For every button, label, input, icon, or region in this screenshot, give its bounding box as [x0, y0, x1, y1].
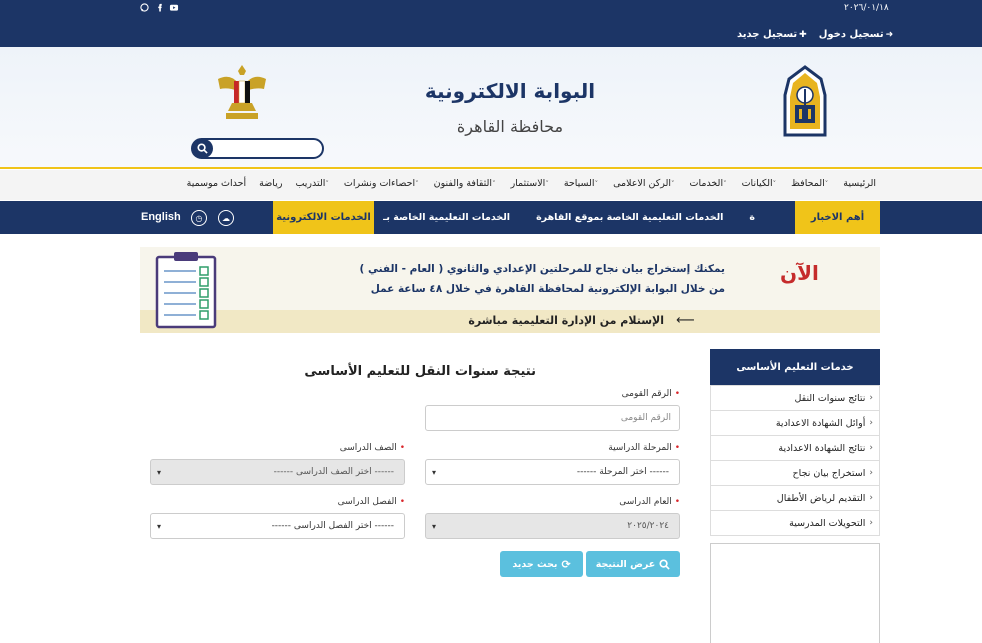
sidebar-item-label: نتائج سنوات النقل: [794, 392, 866, 404]
nav-item[interactable]: [613, 178, 676, 189]
facebook-icon[interactable]: [154, 3, 164, 15]
grade-select[interactable]: ------ اختر الصف الدراسى ------ ▾: [150, 459, 405, 485]
register-link[interactable]: [737, 29, 807, 40]
promo-banner[interactable]: [140, 247, 880, 333]
nav-item-label: المحافظ: [791, 178, 825, 189]
sidebar-item-label: التحويلات المدرسية: [789, 517, 866, 529]
chevron-down-icon: ˅: [492, 180, 496, 188]
ticker-item[interactable]: ة: [749, 212, 755, 223]
main-nav-list: [187, 178, 876, 189]
chevron-down-icon: ˅: [325, 180, 329, 188]
main-navigation: [0, 170, 982, 200]
sidebar-item-label: التقديم لرياض الأطفال: [776, 492, 866, 504]
nav-item-label: الكيانات: [741, 178, 773, 189]
year-label: • العام الدراسى: [619, 497, 680, 507]
new-search-button[interactable]: [500, 551, 583, 577]
search-icon: [197, 143, 208, 154]
egypt-emblem-logo: [216, 63, 268, 123]
chevron-down-icon: ▾: [157, 522, 162, 531]
search-button[interactable]: [192, 139, 213, 158]
nav-item-label: الرئيسية: [843, 178, 876, 189]
sidebar-item[interactable]: [711, 435, 879, 460]
sidebar-title: خدمات التعليم الأساسى: [710, 349, 880, 385]
english-link[interactable]: English: [141, 211, 181, 223]
refresh-icon: ⟳: [561, 557, 571, 571]
chevron-left-icon: ‹: [869, 418, 873, 428]
top-news-label: أهم الاخبار: [795, 201, 880, 234]
chevron-left-icon: ‹: [869, 393, 873, 403]
chevron-down-icon: ˅: [545, 180, 549, 188]
search-icon: [659, 559, 670, 570]
term-select[interactable]: ------ اختر الفصل الدراسى ------ ▾: [150, 513, 405, 539]
social-links: [139, 3, 179, 15]
whatsapp-icon[interactable]: [139, 3, 149, 15]
nav-item[interactable]: [187, 178, 247, 189]
nav-item-label: السياحة: [563, 178, 595, 189]
site-title: البوابة الالكترونية: [424, 79, 596, 103]
eservices-button[interactable]: الخدمات الالكترونية: [273, 201, 374, 234]
ticker-item[interactable]: الخدمات التعليمية الخاصة بموقع القاهرة: [536, 212, 724, 223]
nav-item[interactable]: [344, 178, 421, 189]
show-result-button[interactable]: [586, 551, 680, 577]
cairo-governorate-logo[interactable]: [781, 65, 829, 141]
chevron-left-icon: ‹: [869, 518, 873, 528]
nav-item-label: الخدمات: [689, 178, 724, 189]
chevron-down-icon: ˅: [723, 180, 727, 188]
banner-now: الآن: [780, 261, 819, 285]
sidebar-item[interactable]: [711, 485, 879, 510]
ticker-item[interactable]: الخدمات التعليمية الخاصة بـ: [383, 212, 511, 223]
nav-item[interactable]: [259, 178, 282, 189]
search-input[interactable]: [215, 141, 315, 156]
sidebar-item-label: نتائج الشهادة الاعدادية: [778, 442, 866, 454]
nav-item[interactable]: [295, 178, 330, 189]
national-id-label: • الرقم القومى: [621, 389, 680, 399]
login-link[interactable]: [819, 29, 893, 40]
new-search-label: بحث جديد: [512, 558, 558, 570]
chevron-down-icon: ▾: [432, 468, 437, 477]
sidebar-item[interactable]: [711, 410, 879, 435]
nav-item[interactable]: [843, 178, 876, 189]
sidebar-item[interactable]: [711, 510, 879, 535]
register-label: تسجيل جديد: [737, 29, 798, 40]
sidebar-item-label: استخراج بيان نجاح: [792, 467, 866, 479]
banner-line-2: من خلال البوابة الإلكترونية لمحافظة القاهرة في خلال ٤٨ ساعة عمل: [370, 283, 725, 295]
nav-item[interactable]: [791, 178, 830, 189]
nav-item-label: الثقافة والفنون: [433, 178, 493, 189]
youtube-icon[interactable]: [169, 3, 179, 15]
stage-select[interactable]: ------ اختر المرحلة ------ ▾: [425, 459, 680, 485]
nav-item[interactable]: [434, 178, 498, 189]
header-search: [191, 138, 324, 159]
nav-item[interactable]: [564, 178, 600, 189]
weather-icon[interactable]: ☁: [218, 210, 234, 226]
national-id-input[interactable]: الرقم القومى: [425, 405, 680, 431]
auth-links: [737, 29, 893, 40]
stage-label: • المرحلة الدراسية: [608, 443, 680, 453]
chevron-left-icon: ‹: [869, 493, 873, 503]
nav-item-label: التدريب: [295, 178, 326, 189]
nav-item[interactable]: [690, 178, 729, 189]
chevron-down-icon: ˅: [772, 180, 777, 188]
chevron-down-icon: ˅: [415, 180, 419, 188]
sidebar-list: [710, 385, 880, 536]
chevron-down-icon: ▾: [432, 522, 437, 531]
term-label: • الفصل الدراسى: [337, 497, 405, 507]
form-title: نتيجة سنوات النقل للتعليم الأساسى: [304, 364, 536, 379]
nav-item-label: الركن الاعلامى: [613, 178, 672, 189]
news-bar: [0, 201, 982, 234]
clock-icon[interactable]: ◷: [191, 210, 207, 226]
site-header: [0, 47, 982, 169]
chevron-down-icon: ˅: [671, 180, 675, 188]
chevron-left-icon: ‹: [869, 443, 873, 453]
show-result-label: عرض النتيجة: [595, 558, 656, 570]
sidebar-empty-box: [710, 543, 880, 643]
chevron-down-icon: ˅: [594, 180, 599, 188]
sign-in-icon: ➜: [885, 29, 894, 40]
nav-item-label: احصاءات ونشرات: [343, 178, 416, 189]
nav-item-label: رياضة: [259, 178, 283, 189]
news-ticker[interactable]: [374, 201, 795, 234]
chevron-left-icon: ‹: [869, 468, 873, 478]
grade-label: • الصف الدراسى: [339, 443, 405, 453]
banner-line-3: الإستلام من الإدارة التعليمية مباشرة: [468, 314, 664, 327]
nav-item-label: الاستثمار: [510, 178, 546, 189]
services-sidebar: [710, 349, 880, 536]
nav-item[interactable]: [511, 178, 551, 189]
banner-line-1: يمكنك إستخراج بيان نجاح للمرحلتين الإعدادي والثانوي ( العام - الفني ): [359, 263, 725, 275]
site-subtitle: محافظة القاهرة: [456, 117, 564, 136]
nav-item-label: أحداث موسمية: [186, 178, 247, 189]
chevron-down-icon: ▾: [157, 468, 162, 477]
chevron-down-icon: ˅: [824, 180, 829, 188]
nav-item[interactable]: [742, 178, 779, 189]
user-plus-icon: ✚: [799, 29, 807, 40]
sidebar-item-label: أوائل الشهادة الاعدادية: [775, 417, 866, 429]
login-label: تسجيل دخول: [818, 29, 884, 40]
clipboard-checklist-icon: [154, 251, 218, 329]
sidebar-item[interactable]: [711, 385, 879, 410]
sidebar-item[interactable]: [711, 460, 879, 485]
top-bar: [0, 0, 982, 47]
current-date: ٢٠٢٦/٠١/١٨: [844, 3, 889, 13]
year-select[interactable]: ٢٠٢٥/٢٠٢٤ ▾: [425, 513, 680, 539]
arrow-left-icon: ⟵: [676, 313, 695, 328]
